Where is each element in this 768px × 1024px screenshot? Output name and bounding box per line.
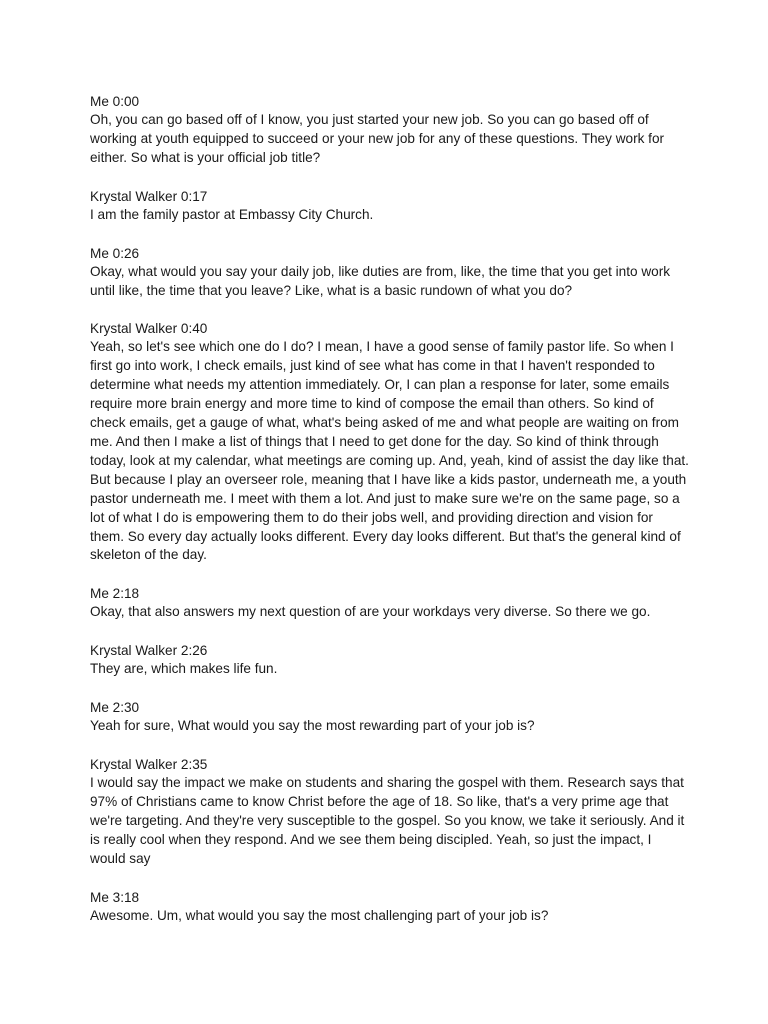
speaker-timestamp: Me 2:30 (90, 700, 140, 716)
speaker-timestamp: Me 2:18 (90, 586, 140, 602)
transcript-entry (90, 641, 690, 679)
transcript-entry (90, 888, 690, 926)
speaker-timestamp: Me 0:00 (90, 94, 140, 109)
utterance-text: I would say the impact we make on students and sharing the gospel with them. Research says that 97% of Christians came to know Christ before the age of 18. So like, that's a very prime age that we're targeting. And they're very susceptible to the gospel. So you know, we take it seriously. And it is really cool when they respond. And we see them being discipled. Yeah, so just the impact, I would say (90, 775, 685, 866)
speaker-timestamp: Krystal Walker 0:40 (90, 321, 208, 337)
transcript-entry (90, 698, 690, 736)
speaker-timestamp: Krystal Walker 0:17 (90, 188, 208, 204)
utterance-text: Yeah for sure, What would you say the most rewarding part of your job is? (90, 718, 535, 734)
transcript-page (90, 92, 690, 944)
utterance-text: Yeah, so let's see which one do I do? I mean, I have a good sense of family pastor life. So when I first go into work, I check emails, just kind of see what has come in that I haven't responded to determine what needs my attention immediately. Or, I can plan a response for later, some emails require more brain energy and more time to kind of compose the email than others. So kind of check emails, get a gauge of what, what's being asked of me and what people are waiting on from me. And then I make a list of things that I need to get done for the day. So kind of think through today, look at my calendar, what meetings are coming up. And, yeah, kind of assist the day like that. But because I play an overseer role, meaning that I have like a kids pastor, underneath me, a youth pastor underneath me. I meet with them a lot. And just to make sure we're on the same page, so a lot of what I do is empowering them to do their jobs well, and providing direction and vision for them. So every day actually looks different. Every day looks different. But that's the general kind of skeleton of the day. (90, 339, 689, 563)
speaker-timestamp: Me 3:18 (90, 889, 140, 905)
speaker-timestamp: Krystal Walker 2:35 (90, 757, 208, 773)
speaker-timestamp: Krystal Walker 2:26 (90, 643, 208, 659)
transcript-entry (90, 319, 690, 565)
utterance-text: They are, which makes life fun. (90, 661, 278, 677)
utterance-text: Oh, you can go based off of I know, you just started your new job. So you can go based off of working at youth equipped to succeed or your new job for any of these questions. They work for either. So what is your official job title? (90, 112, 665, 165)
utterance-text: Okay, what would you say your daily job, like duties are from, like, the time that you get into work until like, the time that you leave? Like, what is a basic rundown of what you do? (90, 263, 671, 298)
speaker-timestamp: Me 0:26 (90, 245, 140, 261)
transcript-entry (90, 92, 690, 168)
utterance-text: I am the family pastor at Embassy City Church. (90, 206, 374, 222)
transcript-entry (90, 244, 690, 301)
utterance-text: Awesome. Um, what would you say the most challenging part of your job is? (90, 907, 549, 923)
utterance-text: Okay, that also answers my next question of are your workdays very diverse. So there we go. (90, 604, 651, 620)
transcript-entry (90, 187, 690, 225)
transcript-entry (90, 755, 690, 869)
transcript-entry (90, 584, 690, 622)
